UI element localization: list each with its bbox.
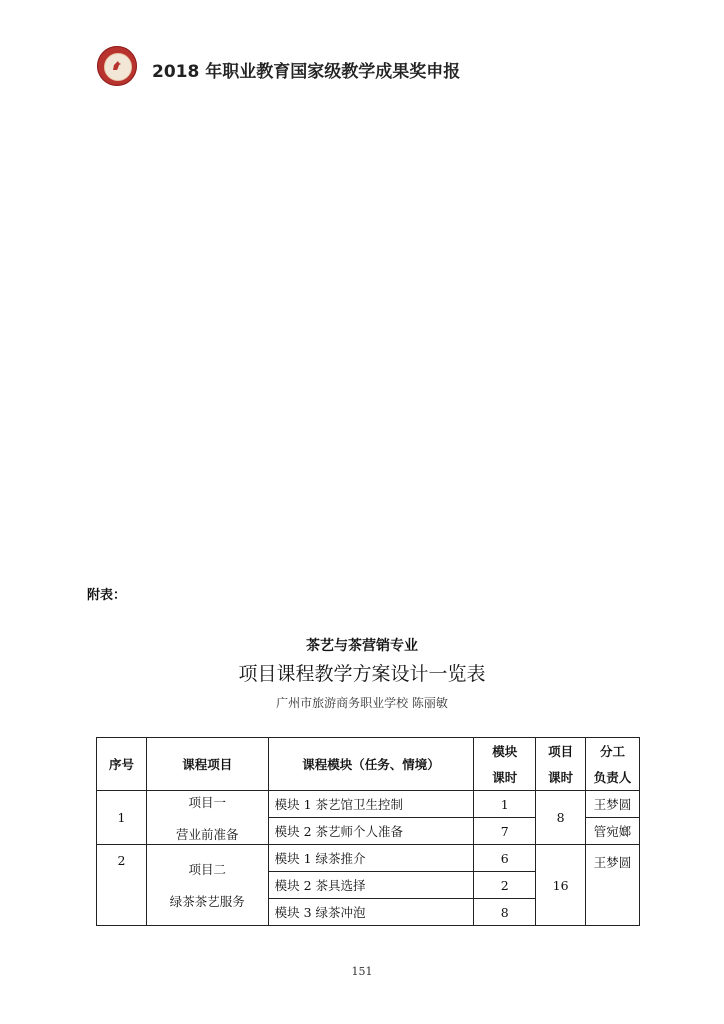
header-owner-line1: 分工 (600, 744, 626, 759)
owner-cell: 王梦圆 (586, 791, 640, 818)
project-name: 项目一 (188, 794, 227, 810)
project-cell (146, 791, 268, 845)
module-cell: 模块 1 绿茶推介 (268, 845, 474, 872)
header-project: 课程项目 (146, 738, 268, 791)
project-title: 绿茶茶艺服务 (169, 894, 245, 909)
project-hours-cell: 8 (536, 791, 586, 845)
table-header-row (97, 738, 640, 791)
table-row (97, 845, 640, 872)
module-cell: 模块 1 茶艺馆卫生控制 (268, 791, 474, 818)
seq-cell: 2 (97, 845, 147, 926)
module-hours-cell: 6 (474, 845, 536, 872)
owner-cell: 管宛嫏 (586, 818, 640, 845)
module-cell: 模块 3 绿茶冲泡 (268, 899, 474, 926)
owner-cell: 王梦圆 (586, 845, 640, 926)
appendix-label: 附表： (87, 588, 127, 603)
module-cell: 模块 2 茶艺师个人准备 (268, 818, 474, 845)
course-plan-table (96, 737, 640, 926)
module-hours-cell: 2 (474, 872, 536, 899)
header-owner (586, 738, 640, 791)
page-number: 151 (351, 965, 373, 978)
header-module-hours-line2: 课时 (492, 770, 518, 785)
school-logo (97, 46, 137, 86)
header-title: 2018 年职业教育国家级教学成果奖申报 (152, 62, 461, 82)
seq-cell: 1 (97, 791, 147, 845)
module-cell: 模块 2 茶具选择 (268, 872, 474, 899)
project-cell (146, 845, 268, 926)
header-seq: 序号 (97, 738, 147, 791)
document-title-major: 茶艺与茶营销专业 (306, 638, 418, 654)
table-row (97, 791, 640, 818)
project-title: 营业前准备 (176, 826, 239, 842)
header-module-hours (474, 738, 536, 791)
module-hours-cell: 1 (474, 791, 536, 818)
document-title: 项目课程教学方案设计一览表 (238, 663, 486, 685)
header-project-hours-line1: 项目 (548, 744, 574, 759)
module-hours-cell: 8 (474, 899, 536, 926)
header-module: 课程模块（任务、情境） (268, 738, 474, 791)
project-hours-cell: 16 (536, 845, 586, 926)
document-author: 广州市旅游商务职业学校 陈丽敏 (276, 696, 448, 710)
header-project-hours-line2: 课时 (548, 770, 574, 785)
horse-icon (112, 60, 122, 72)
project-name: 项目二 (188, 862, 227, 877)
header-project-hours (536, 738, 586, 791)
module-hours-cell: 7 (474, 818, 536, 845)
header-owner-line2: 负责人 (593, 770, 632, 785)
header-module-hours-line1: 模块 (492, 744, 518, 759)
page-header (97, 44, 461, 88)
